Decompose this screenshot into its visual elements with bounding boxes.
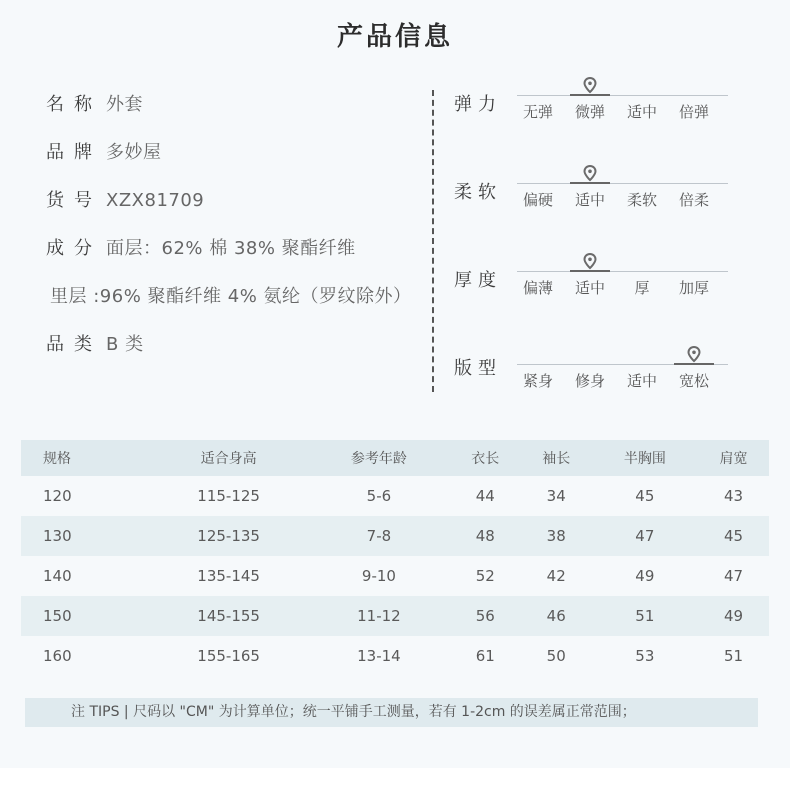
info-row-name (46, 90, 143, 116)
info-value: B 类 (106, 334, 144, 355)
scale-track (517, 95, 728, 96)
scale-option: 厚 (634, 279, 650, 297)
table-cell: 9-10 (361, 567, 396, 585)
location-pin-icon (583, 253, 597, 273)
column-header: 适合身高 (149, 440, 308, 476)
info-label: 成分 (46, 238, 102, 259)
table-cell: 49 (635, 567, 655, 585)
info-value: 面层：62% 棉 38% 聚酯纤维 (106, 238, 356, 259)
table-cell: 120 (43, 487, 72, 505)
table-cell: 7-8 (308, 516, 450, 556)
table-cell: 43 (723, 487, 744, 505)
info-label: 品类 (46, 334, 102, 355)
tips-note: 注 TIPS | 尺码以 "CM" 为计算单位；统一平铺手工测量，若有 1-2cm 的误差属正常范围； (25, 698, 758, 727)
table-cell: 61 (475, 647, 495, 665)
table-cell: 45 (698, 516, 769, 556)
column-header: 肩宽 (698, 440, 769, 476)
section-divider (432, 90, 434, 392)
table-cell: 45 (635, 487, 655, 505)
table-row (21, 476, 769, 516)
scale-option: 适中 (626, 372, 657, 390)
scale-option: 微弹 (574, 103, 605, 121)
table-cell: 160 (43, 647, 72, 665)
info-label: 名称 (46, 94, 102, 115)
scale-option: 紧身 (522, 372, 553, 390)
table-cell: 46 (521, 596, 592, 636)
table-cell: 130 (21, 516, 149, 556)
table-cell: 42 (546, 567, 566, 585)
info-row-composition (46, 234, 356, 260)
scale-option: 适中 (574, 279, 605, 297)
column-header: 衣长 (450, 440, 521, 476)
page-bottom-bar (0, 768, 790, 787)
table-cell: 44 (475, 487, 495, 505)
table-cell: 115-125 (197, 487, 260, 505)
page-title: 产品信息 (336, 22, 453, 52)
scale-track (517, 183, 728, 184)
scale-option: 偏薄 (522, 279, 553, 297)
scale-track (517, 271, 728, 272)
table-cell: 150 (21, 596, 149, 636)
column-header: 半胸围 (592, 440, 698, 476)
table-cell: 49 (698, 596, 769, 636)
table-cell: 5-6 (366, 487, 392, 505)
table-row (21, 516, 769, 556)
info-row-brand (46, 138, 162, 164)
location-pin-icon (687, 346, 701, 366)
table-cell: 34 (546, 487, 566, 505)
scale-option: 适中 (626, 103, 657, 121)
scale-option: 偏硬 (522, 191, 553, 209)
table-cell: 47 (592, 516, 698, 556)
scale-label: 厚度 (454, 270, 502, 291)
table-cell: 145-155 (149, 596, 308, 636)
scale-option: 柔软 (626, 191, 657, 209)
info-row-lining (50, 282, 412, 308)
table-cell: 38 (521, 516, 592, 556)
location-pin-icon (583, 77, 597, 97)
info-row-sku (46, 186, 204, 212)
table-header-row (21, 440, 769, 476)
table-cell: 53 (635, 647, 655, 665)
table-cell: 140 (43, 567, 72, 585)
table-row (21, 556, 769, 596)
info-label: 品牌 (46, 142, 102, 163)
table-cell: 50 (546, 647, 566, 665)
table-cell: 13-14 (357, 647, 401, 665)
location-pin-icon (583, 165, 597, 185)
info-row-category (46, 330, 144, 356)
scale-option: 无弹 (522, 103, 553, 121)
table-cell: 125-135 (149, 516, 308, 556)
column-header: 参考年龄 (308, 440, 450, 476)
info-value: 外套 (106, 94, 143, 115)
scale-option: 宽松 (678, 372, 709, 390)
info-label: 货号 (46, 190, 102, 211)
table-cell: 11-12 (308, 596, 450, 636)
table-cell: 51 (723, 647, 744, 665)
table-row (21, 636, 769, 676)
scale-label: 版型 (454, 358, 502, 379)
info-value: XZX81709 (106, 190, 205, 211)
scale-option: 加厚 (678, 279, 709, 297)
scale-option: 适中 (574, 191, 605, 209)
table-cell: 135-145 (197, 567, 260, 585)
table-row (21, 596, 769, 636)
scale-option: 倍柔 (678, 191, 709, 209)
table-cell: 48 (450, 516, 521, 556)
table-cell: 52 (475, 567, 495, 585)
column-header: 袖长 (521, 440, 592, 476)
scale-option: 倍弹 (678, 103, 709, 121)
scale-option: 修身 (574, 372, 605, 390)
info-value: 里层 :96% 聚酯纤维 4% 氨纶（罗纹除外） (50, 286, 412, 307)
info-value: 多妙屋 (106, 142, 162, 163)
table-cell: 47 (723, 567, 744, 585)
table-cell: 51 (592, 596, 698, 636)
column-header: 规格 (21, 440, 149, 476)
size-table (21, 440, 769, 676)
table-cell: 56 (450, 596, 521, 636)
scale-label: 柔软 (454, 182, 502, 203)
scale-label: 弹力 (454, 94, 502, 115)
table-cell: 155-165 (197, 647, 260, 665)
